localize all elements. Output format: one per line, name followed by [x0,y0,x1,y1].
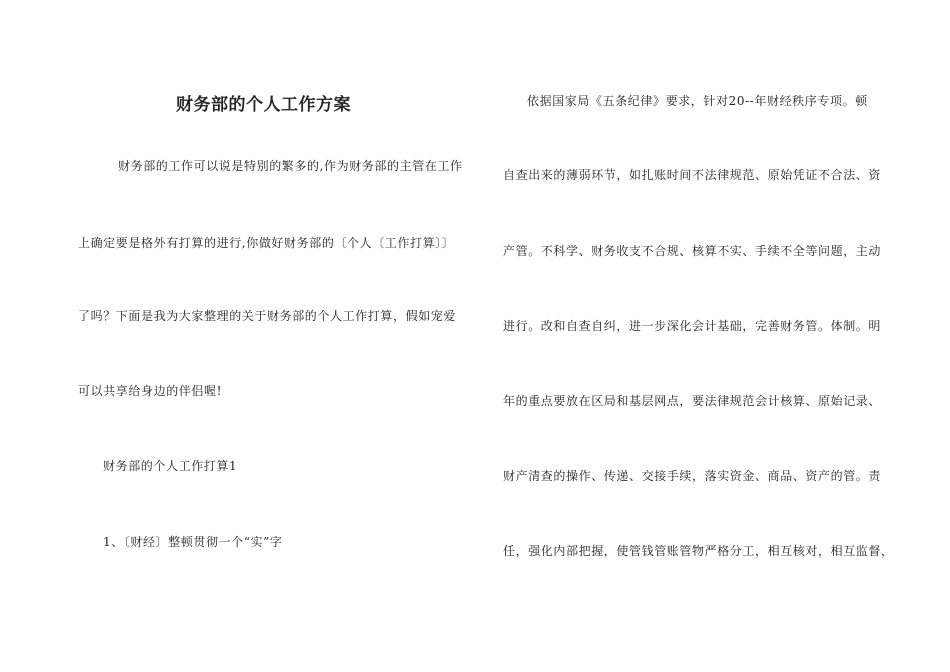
left-paragraph-line: 上确定要是格外有打算的进行,你做好财务部的〔个人〔工作打算〕〕 [78,236,455,250]
right-paragraph-line: 进行。改和自查自纠，进一步深化会计基础，完善财务管。体制。明 [503,319,882,333]
right-paragraph-line: 产管。不科学、财务收支不合规、核算不实、手续不全等问题，主动 [503,244,882,258]
right-paragraph-line: 任，强化内部把握，使管钱管账管物严格分工，相互核对，相互监督， [503,544,894,558]
right-paragraph-line: 财产清查的操作、传递、交接手续，落实资金、商品、资产的管。责 [503,469,882,483]
document-title: 财务部的个人工作方案 [176,95,351,115]
right-paragraph-line: 自查出来的薄弱环节，如扎账时间不法律规范、原始凭证不合法、资 [503,168,882,182]
right-paragraph-line: 年的重点要放在区局和基层网点，要法律规范会计核算、原始记录、 [503,394,882,408]
left-paragraph-line: 财务部的工作可以说是特别的繁多的,作为财务部的主管在工作 [118,159,463,173]
list-item-heading: 1、〔财经〕整顿贯彻一个“实”字 [103,535,283,549]
section-heading: 财务部的个人工作打算1 [103,459,238,473]
left-paragraph-line: 可以共享给身边的伴侣喔! [78,384,223,398]
left-paragraph-line: 了吗？下面是我为大家整理的关于财务部的个人工作打算，假如宠爱 [78,309,457,323]
right-paragraph-line: 依据国家局《五条纪律》要求，针对20--年财经秩序专项。顿 [527,94,868,108]
